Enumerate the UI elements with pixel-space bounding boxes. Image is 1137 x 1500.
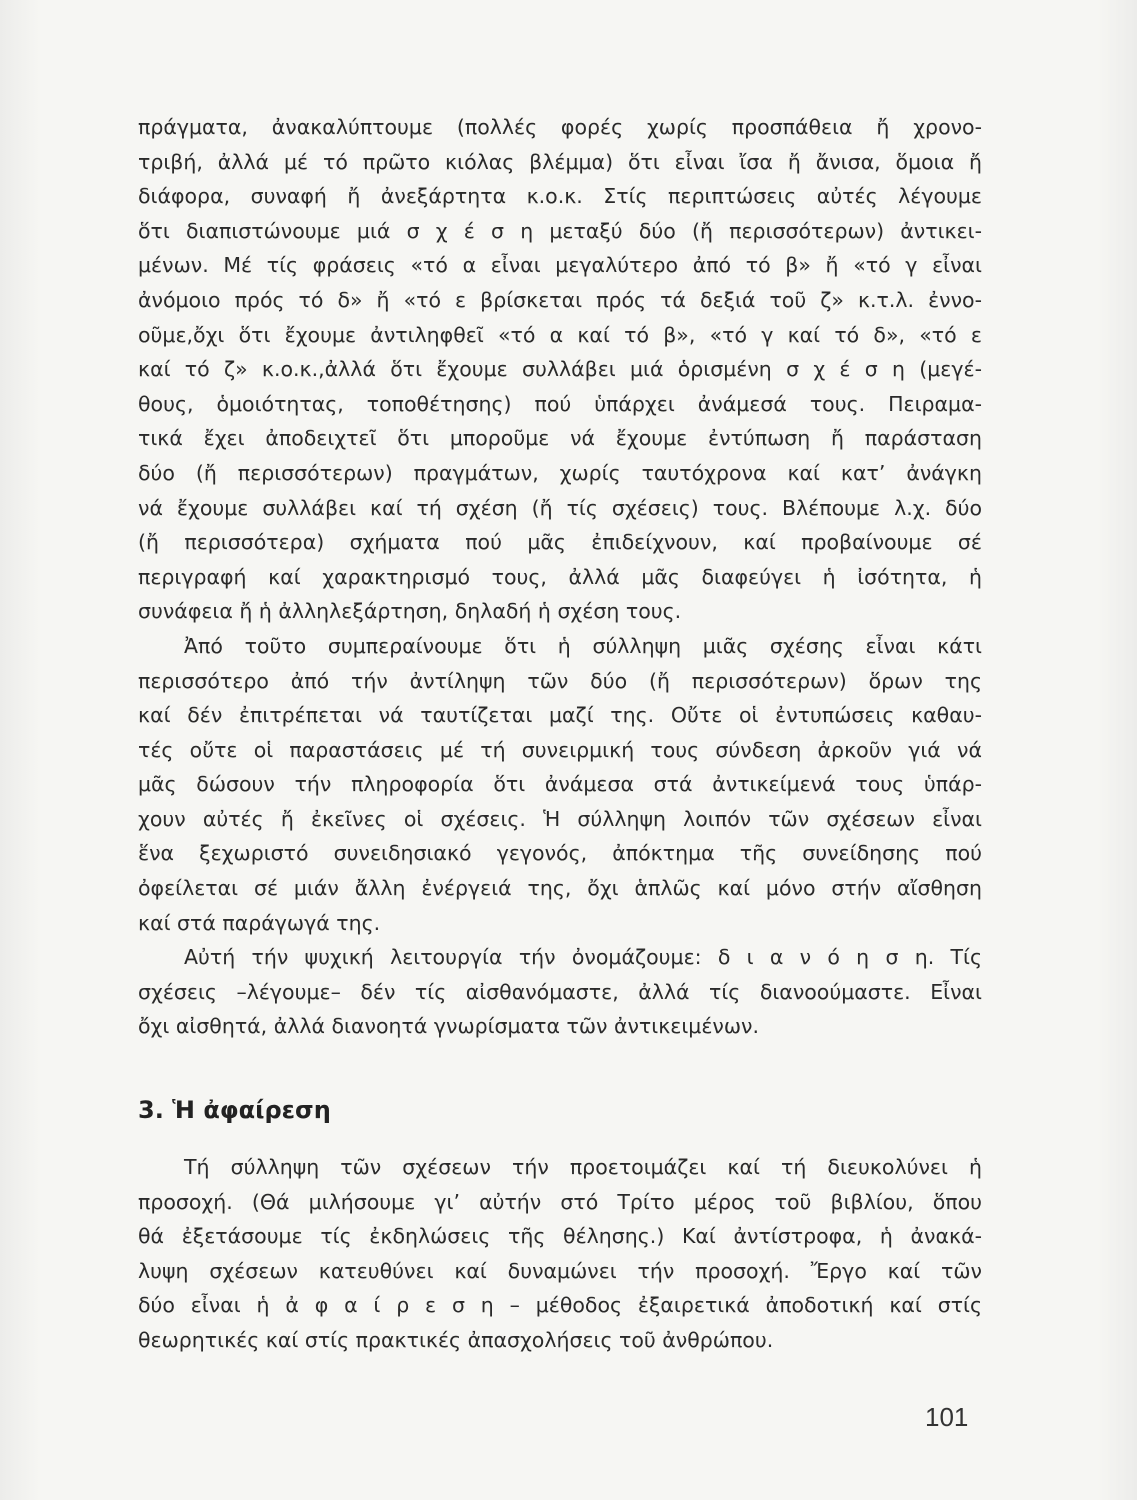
text-line: (ἤ περισσότερα) σχήματα πού μᾶς ἐπιδείχνουν, καί προβαίνουμε σέ <box>138 530 982 555</box>
text-line: θους, ὁμοιότητας, τοποθέτησης) πού ὑπάρχει ἀνάμεσά τους. Πειραμα- <box>138 391 982 416</box>
text-line: περισσότερο ἀπό τήν ἀντίληψη τῶν δύο (ἤ περισσότερων) ὅρων της <box>138 668 982 693</box>
text-line: νά ἔχουμε συλλάβει καί τή σχέση (ἤ τίς σχέσεις) τους. Βλέπουμε λ.χ. δύο <box>138 495 982 520</box>
text-line: σχέσεις –λέγουμε– δέν τίς αἰσθανόμαστε, ἀλλά τίς διανοούμαστε. Εἶναι <box>138 979 982 1004</box>
text-line: καί δέν ἐπιτρέπεται νά ταυτίζεται μαζί της. Οὔτε οἱ ἐντυπώσεις καθαυ- <box>138 703 982 728</box>
text-line: προσοχή. (Θά μιλήσουμε γι’ αὐτήν στό Τρίτο μέρος τοῦ βιβλίου, ὅπου <box>138 1189 982 1214</box>
paragraph-4 <box>138 1150 982 1358</box>
text-line: καί στά παράγωγά της. <box>138 910 381 935</box>
text-line: οῦμε,ὄχι ὅτι ἔχουμε ἀντιληφθεῖ «τό α καί τό β», «τό γ καί τό δ», «τό ε <box>138 322 982 347</box>
text-line: Τή σύλληψη τῶν σχέσεων τήν προετοιμάζει καί τή διευκολύνει ἡ <box>184 1155 982 1180</box>
text-line: ὄχι αἰσθητά, ἀλλά διανοητά γνωρίσματα τῶν ἀντικειμένων. <box>138 1014 760 1039</box>
text-line: ὀφείλεται σέ μιάν ἄλλη ἐνέργειά της, ὄχι ἁπλῶς καί μόνο στήν αἴσθηση <box>138 876 982 901</box>
page-number: 101 <box>925 1402 969 1432</box>
text-line: δύο (ἤ περισσότερων) πραγμάτων, χωρίς ταυτόχρονα καί κατ’ ἀνάγκη <box>138 460 982 485</box>
text-line: περιγραφή καί χαρακτηρισμό τους, ἀλλά μᾶς διαφεύγει ἡ ἰσότητα, ἡ <box>138 564 982 589</box>
text-line: πράγματα, ἀνακαλύπτουμε (πολλές φορές χωρίς προσπάθεια ἤ χρονο- <box>138 115 982 139</box>
text-line: ἕνα ξεχωριστό συνειδησιακό γεγονός, ἀπόκτημα τῆς συνείδησης πού <box>138 841 982 866</box>
paragraph-3 <box>138 940 982 1044</box>
text-line: Αὐτή τήν ψυχική λειτουργία τήν ὀνομάζουμε: δ ι α ν ό η σ η. Τίς <box>184 945 982 970</box>
text-line: τικά ἔχει ἀποδειχτεῖ ὅτι μποροῦμε νά ἔχουμε ἐντύπωση ἤ παράσταση <box>138 426 982 451</box>
page-text-block <box>138 110 982 1358</box>
text-line: μένων. Μέ τίς φράσεις «τό α εἶναι μεγαλύτερο ἀπό τό β» ἤ «τό γ εἶναι <box>138 253 982 278</box>
text-line: θεωρητικές καί στίς πρακτικές ἀπασχολήσεις τοῦ ἀνθρώπου. <box>138 1328 774 1352</box>
paragraph-2 <box>138 629 982 940</box>
text-line: τριβή, ἀλλά μέ τό πρῶτο κιόλας βλέμμα) ὅτι εἶναι ἴσα ἤ ἄνισα, ὅμοια ἤ <box>138 149 982 174</box>
text-line: θά ἐξετάσουμε τίς ἐκδηλώσεις τῆς θέλησης.) Καί ἀντίστροφα, ἡ ἀνακά- <box>138 1224 982 1249</box>
text-line: Ἀπό τοῦτο συμπεραίνουμε ὅτι ἡ σύλληψη μιᾶς σχέσης εἶναι κάτι <box>184 633 982 658</box>
text-line: διάφορα, συναφή ἤ ἀνεξάρτητα κ.ο.κ. Στίς περιπτώσεις αὐτές λέγουμε <box>138 184 982 209</box>
section-heading: 3. Ἡ ἀφαίρεση <box>138 1096 331 1125</box>
text-line: καί τό ζ» κ.ο.κ.,ἀλλά ὅτι ἔχουμε συλλάβει μιά ὁρισμένη σ χ έ σ η (μεγέ- <box>138 357 982 382</box>
text-line: ἀνόμοιο πρός τό δ» ἤ «τό ε βρίσκεται πρός τά δεξιά τοῦ ζ» κ.τ.λ. ἐννο- <box>138 287 982 312</box>
text-line: ὅτι διαπιστώνουμε μιά σ χ έ σ η μεταξύ δύο (ἤ περισσότερων) ἀντικει- <box>138 218 982 243</box>
text-line: μᾶς δώσουν τήν πληροφορία ὅτι ἀνάμεσα στά ἀντικείμενά τους ὑπάρ- <box>138 772 982 797</box>
text-line: λυψη σχέσεων κατευθύνει καί δυναμώνει τήν προσοχή. Ἔργο καί τῶν <box>138 1258 982 1283</box>
text-line: χουν αὐτές ἤ ἐκεῖνες οἱ σχέσεις. Ἡ σύλληψη λοιπόν τῶν σχέσεων εἶναι <box>138 806 982 831</box>
paragraph-1 <box>138 110 982 629</box>
text-line: δύο εἶναι ἡ ἀ φ α ί ρ ε σ η – μέθοδος ἐξαιρετικά ἀποδοτική καί στίς <box>138 1293 982 1318</box>
text-line: τές οὔτε οἱ παραστάσεις μέ τή συνειρμική τους σύνδεση ἀρκοῦν γιά νά <box>138 737 982 762</box>
text-line: συνάφεια ἤ ἡ ἀλληλεξάρτηση, δηλαδή ἡ σχέση τους. <box>138 599 682 624</box>
